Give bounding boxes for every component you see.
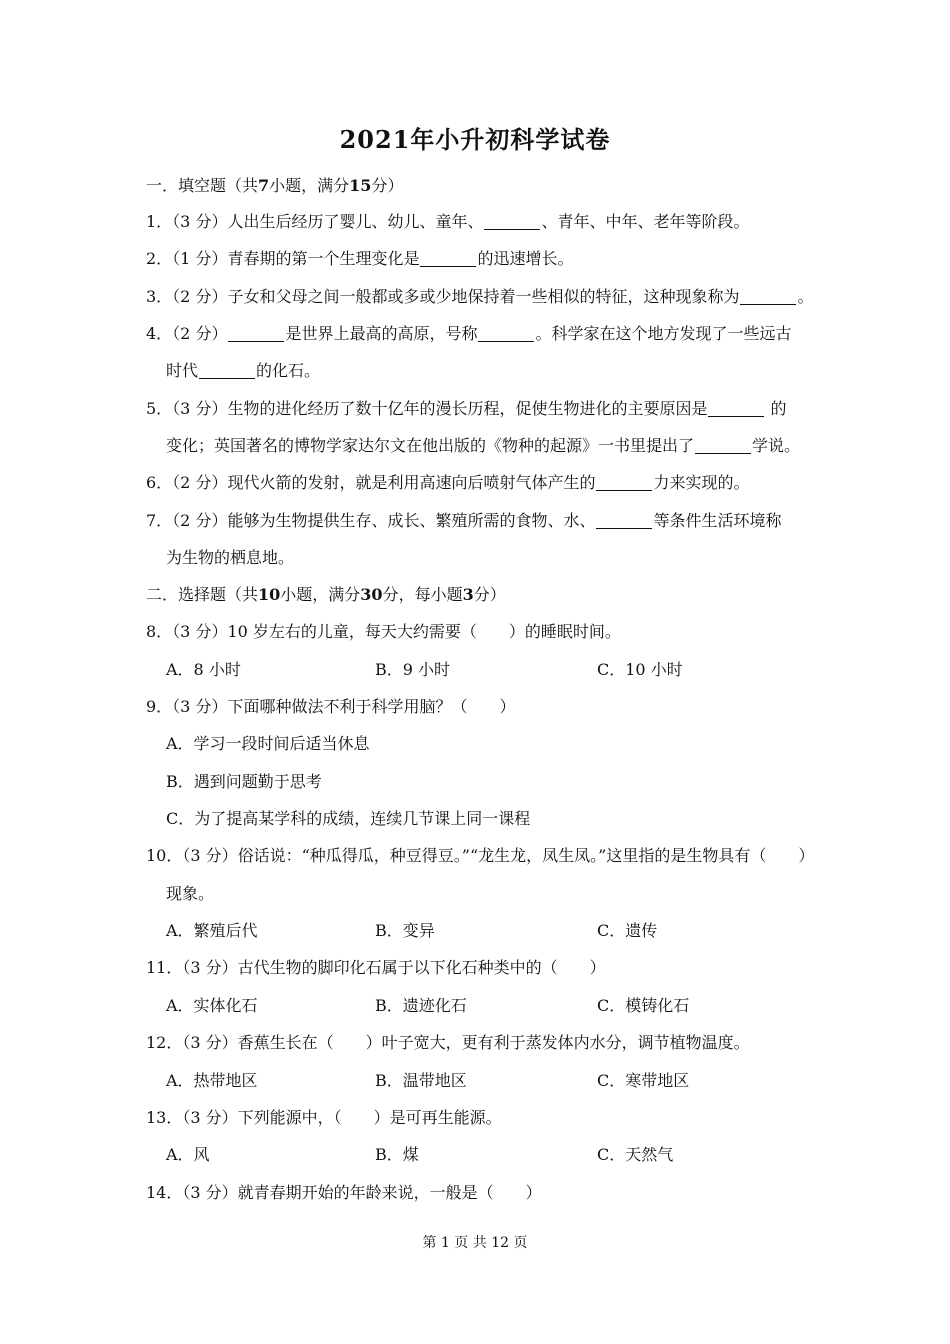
option-a[interactable]: A．8 小时 [166, 660, 241, 679]
answer-blank[interactable] [596, 512, 652, 529]
option-c[interactable]: C．寒带地区 [597, 1071, 690, 1090]
question-text: 等条件生活环境称 [653, 511, 782, 530]
question-text: 3．（2 分）子女和父母之间一般都或多或少地保持着一些相似的特征，这种现象称为 [146, 287, 740, 306]
section-text: 小题，满分 [269, 176, 350, 195]
option-b[interactable]: B．遇到问题勤于思考 [166, 772, 322, 791]
answer-blank[interactable] [478, 325, 534, 342]
option-c[interactable]: C．模铸化石 [597, 996, 690, 1015]
section-score: 30 [360, 585, 383, 604]
question-10-continued: 现象。 [166, 884, 215, 903]
answer-blank[interactable] [740, 288, 796, 305]
question-1 [146, 212, 749, 232]
section-text: 分） [371, 176, 404, 195]
question-7 [146, 511, 781, 531]
option-a[interactable]: A．实体化石 [166, 996, 258, 1015]
question-text: 6．（2 分）现代火箭的发射，就是利用高速向后喷射气体产生的 [146, 473, 596, 492]
question-5 [146, 399, 787, 419]
option-c[interactable]: C．为了提高某学科的成绩，连续几节课上同一课程 [166, 809, 531, 828]
question-11: 11．（3 分）古代生物的脚印化石属于以下化石种类中的（ ） [146, 958, 606, 977]
question-4 [146, 324, 791, 344]
option-a[interactable]: A．风 [166, 1145, 210, 1164]
question-text: 。科学家在这个地方发现了一些远古 [535, 324, 792, 343]
question-text: 1．（3 分）人出生后经历了婴儿、幼儿、童年、 [146, 212, 484, 231]
question-text: 2．（1 分）青春期的第一个生理变化是 [146, 249, 420, 268]
question-14: 14．（3 分）就青春期开始的年龄来说，一般是（ ） [146, 1183, 542, 1202]
option-c[interactable]: C．遗传 [597, 921, 658, 940]
answer-blank[interactable] [708, 400, 764, 417]
section-text: 分） [473, 585, 506, 604]
section-heading-choice [146, 585, 506, 605]
question-text: 5．（3 分）生物的进化经历了数十亿年的漫长历程，促使生物进化的主要原因是 [146, 399, 708, 418]
answer-blank[interactable] [199, 362, 255, 379]
option-a[interactable]: A．热带地区 [166, 1071, 258, 1090]
question-text: 是世界上最高的高原，号称 [285, 324, 478, 343]
section-text: 分，每小题 [382, 585, 463, 604]
question-5-continued [166, 436, 800, 456]
section-each-score: 3 [462, 585, 474, 604]
option-b[interactable]: B．遗迹化石 [375, 996, 467, 1015]
page-footer: 第 1 页 共 12 页 [422, 1235, 528, 1251]
question-13: 13．（3 分）下列能源中，（ ）是可再生能源。 [146, 1108, 502, 1127]
section-count: 10 [258, 585, 281, 604]
question-text: 的迅速增长。 [477, 249, 574, 268]
option-b[interactable]: B．变异 [375, 921, 435, 940]
question-7-continued [166, 548, 294, 568]
answer-blank[interactable] [695, 437, 751, 454]
option-c[interactable]: C．10 小时 [597, 660, 683, 679]
option-a[interactable]: A．繁殖后代 [166, 921, 258, 940]
option-b[interactable]: B．温带地区 [375, 1071, 467, 1090]
question-text: 变化；英国著名的博物学家达尔文在他出版的《物种的起源》一书里提出了 [166, 436, 695, 455]
section-text: 二．选择题（共 [146, 585, 259, 604]
question-8: 8．（3 分）10 岁左右的儿童，每天大约需要（ ）的睡眠时间。 [146, 622, 621, 641]
question-text: 的化石。 [256, 361, 321, 380]
option-a[interactable]: A．学习一段时间后适当休息 [166, 734, 370, 753]
section-count: 7 [258, 176, 270, 195]
question-text: 为生物的栖息地。 [166, 548, 295, 567]
question-10: 10．（3 分）俗话说：“种瓜得瓜，种豆得豆。”“龙生龙，凤生凤。”这里指的是生物具有（ ） [146, 846, 815, 865]
option-b[interactable]: B．煤 [375, 1145, 419, 1164]
section-score: 15 [349, 176, 372, 195]
section-text: 一．填空题（共 [146, 176, 259, 195]
question-2 [146, 249, 573, 269]
option-b[interactable]: B．9 小时 [375, 660, 451, 679]
question-text: 的 [770, 399, 787, 418]
question-4-continued [166, 361, 320, 381]
question-9: 9．（3 分）下面哪种做法不利于科学用脑？（ ） [146, 697, 516, 716]
question-text: 7．（2 分）能够为生物提供生存、成长、繁殖所需的食物、水、 [146, 511, 596, 530]
section-text: 小题，满分 [280, 585, 361, 604]
question-text: 力来实现的。 [653, 473, 750, 492]
exam-title: 2021年小升初科学试卷 [339, 125, 611, 154]
question-text: 、青年、中年、老年等阶段。 [541, 212, 750, 231]
answer-blank[interactable] [484, 213, 540, 230]
section-heading-fill-blank [146, 176, 403, 196]
question-text: 4．（2 分） [146, 324, 228, 343]
question-12: 12．（3 分）香蕉生长在（ ）叶子宽大，更有利于蒸发体内水分，调节植物温度。 [146, 1033, 750, 1052]
answer-blank[interactable] [420, 250, 476, 267]
question-text: 。 [797, 287, 814, 306]
question-text: 时代 [166, 361, 199, 380]
option-c[interactable]: C．天然气 [597, 1145, 674, 1164]
question-text: 学说。 [752, 436, 801, 455]
question-3 [146, 287, 813, 307]
answer-blank[interactable] [228, 325, 284, 342]
answer-blank[interactable] [596, 474, 652, 491]
question-6 [146, 473, 749, 493]
